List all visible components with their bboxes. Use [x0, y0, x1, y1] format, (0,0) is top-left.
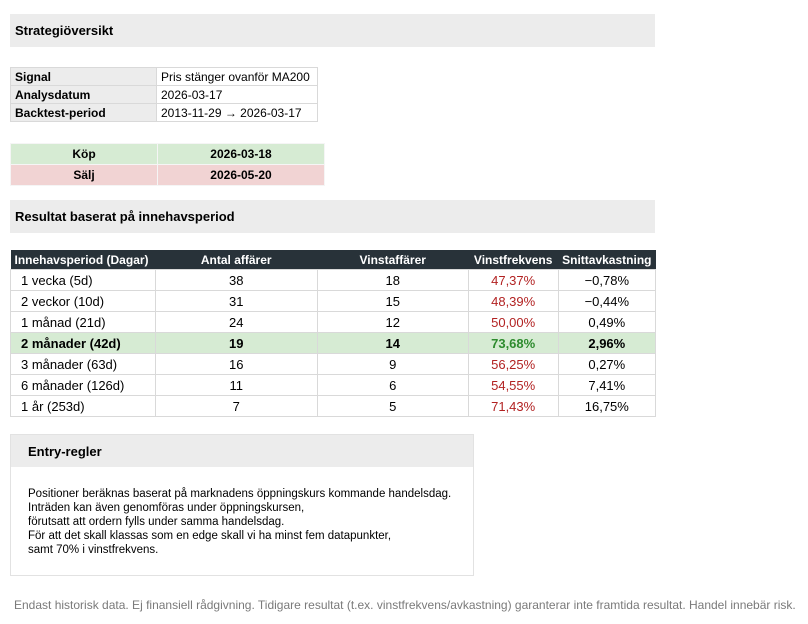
wins-cell: 15 [317, 291, 468, 312]
buy-date: 2026-03-18 [158, 144, 325, 165]
entry-rule-line: förutsatt att ordern fylls under samma handelsdag. [28, 516, 285, 528]
win-rate-cell: 71,43% [468, 396, 558, 417]
entry-rules-title: Entry-regler [28, 443, 102, 459]
win-rate-cell: 56,25% [468, 354, 558, 375]
win-rate-cell: 47,37% [468, 270, 558, 291]
table-row [11, 375, 656, 396]
avg-return-cell: −0,44% [558, 291, 655, 312]
info-value: 2013-11-29 → 2026-03-17 [157, 104, 318, 122]
info-label: Signal [11, 68, 157, 86]
buy-row [11, 144, 325, 165]
entry-rules-text [28, 487, 451, 557]
avg-return-cell: 0,49% [558, 312, 655, 333]
strategy-overview-header [10, 14, 655, 47]
info-row-analysis-date [11, 86, 318, 104]
info-row-backtest-period [11, 104, 318, 122]
period-cell: 2 månader (42d) [11, 333, 156, 354]
wins-cell: 12 [317, 312, 468, 333]
period-cell: 3 månader (63d) [11, 354, 156, 375]
period-cell: 1 månad (21d) [11, 312, 156, 333]
avg-return-cell: 2,96% [558, 333, 655, 354]
table-row [11, 354, 656, 375]
trade-dates-table [10, 143, 325, 186]
wins-cell: 9 [317, 354, 468, 375]
table-row [11, 270, 656, 291]
trades-cell: 16 [155, 354, 317, 375]
period-cell: 1 år (253d) [11, 396, 156, 417]
win-rate-cell: 54,55% [468, 375, 558, 396]
sell-label: Sälj [11, 165, 158, 186]
column-header: Antal affärer [155, 250, 317, 270]
wins-cell: 14 [317, 333, 468, 354]
trades-cell: 19 [155, 333, 317, 354]
results-table [10, 250, 656, 417]
trades-cell: 38 [155, 270, 317, 291]
info-row-signal [11, 68, 318, 86]
wins-cell: 5 [317, 396, 468, 417]
results-header [10, 200, 655, 233]
period-cell: 2 veckor (10d) [11, 291, 156, 312]
disclaimer: Endast historisk data. Ej finansiell rådgivning. Tidigare resultat (t.ex. vinstfrekvens/avkastning) garanterar inte framtida resultat. Handel innebär risk. [14, 598, 796, 612]
results-header-row [11, 250, 656, 270]
table-row [11, 396, 656, 417]
sell-row [11, 165, 325, 186]
table-row [11, 291, 656, 312]
avg-return-cell: −0,78% [558, 270, 655, 291]
trades-cell: 31 [155, 291, 317, 312]
entry-rule-line: samt 70% i vinstfrekvens. [28, 544, 159, 556]
trades-cell: 24 [155, 312, 317, 333]
entry-rules-box [10, 434, 474, 576]
trades-cell: 11 [155, 375, 317, 396]
buy-label: Köp [11, 144, 158, 165]
avg-return-cell: 0,27% [558, 354, 655, 375]
win-rate-cell: 48,39% [468, 291, 558, 312]
strategy-overview-title: Strategiöversikt [15, 23, 114, 38]
column-header: Vinstaffärer [317, 250, 468, 270]
trades-cell: 7 [155, 396, 317, 417]
win-rate-cell: 50,00% [468, 312, 558, 333]
table-row [11, 333, 656, 354]
info-label: Backtest-period [11, 104, 157, 122]
table-row [11, 312, 656, 333]
results-title: Resultat baserat på innehavsperiod [15, 209, 235, 224]
period-cell: 6 månader (126d) [11, 375, 156, 396]
wins-cell: 18 [317, 270, 468, 291]
wins-cell: 6 [317, 375, 468, 396]
info-value: 2026-03-17 [157, 86, 318, 104]
period-cell: 1 vecka (5d) [11, 270, 156, 291]
column-header: Innehavsperiod (Dagar) [11, 250, 156, 270]
info-value: Pris stänger ovanför MA200 [157, 68, 318, 86]
column-header: Vinstfrekvens [468, 250, 558, 270]
column-header: Snittavkastning [558, 250, 655, 270]
win-rate-cell: 73,68% [468, 333, 558, 354]
entry-rules-header [11, 435, 473, 467]
sell-date: 2026-05-20 [158, 165, 325, 186]
signal-info-table [10, 67, 318, 122]
info-label: Analysdatum [11, 86, 157, 104]
entry-rule-line: För att det skall klassas som en edge skall vi ha minst fem datapunkter, [28, 530, 392, 542]
entry-rule-line: Positioner beräknas baserat på marknadens öppningskurs kommande handelsdag. [28, 488, 452, 500]
avg-return-cell: 7,41% [558, 375, 655, 396]
entry-rule-line: Inträden kan även genomföras under öppningskursen, [28, 502, 305, 514]
avg-return-cell: 16,75% [558, 396, 655, 417]
